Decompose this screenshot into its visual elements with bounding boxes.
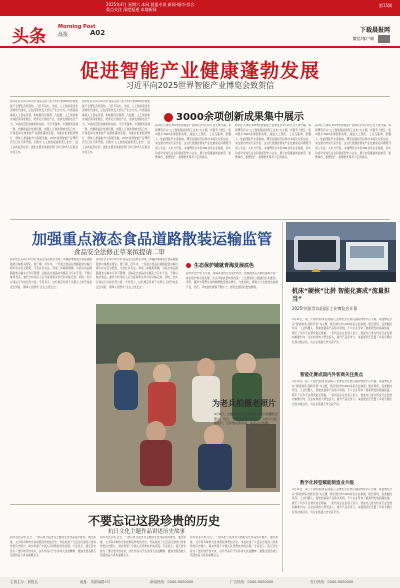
section2-subhead: 食品安全法修正草案拟提请二审 [74, 248, 165, 256]
section4-body-col3: 新华社北京电 近日，一批以抗日战争为主题的文化作品集中推出，通过影像、文字等多种形式讲述那段珍贵的历史。作品收录了大量亲历者的口述和珍贵历史照片，真实再现了中国人民英勇抗争的历程。专家表示，铭记历史是为了更好地开创未来，这些作品对于弘扬伟大抗战精神、激励全国各族人民团结奋斗具有重要意义。 [190, 536, 278, 558]
bullet-icon [186, 263, 191, 268]
machine-photo [286, 222, 396, 282]
divider [10, 219, 390, 220]
divider [10, 96, 390, 97]
photo-story-title: 为老兵拍摄老照片 [212, 399, 276, 408]
qr-code-icon[interactable] [378, 35, 390, 43]
bullet-icon [164, 113, 173, 122]
sidebar-top-title: 3000余项创新成果集中展示 [164, 108, 304, 123]
right-body-2: 4月12日，第二十届中国(青岛)国际工业博览会在青岛国际博览中心开幕。本届博览会以“智能制造·创新引领”为主题，吸引国内外1000余家企业参展。展会现场，各类数控机床、工业机器人、智能装备等产品集中亮相，不少企业带来了最新研发的高端装备，吸引了众多专业观众驻足观看。一家机床企业负责人表示，智能化已成为机床行业发展的重要方向，企业持续加大研发投入，提升产品竞争力。本届展会还设置了多场专题论坛和对接活动，为企业搭建合作交流平台。 [292, 380, 392, 406]
right-caption-title: 机床“硬核”比拼 智能化赛成“流量担当” [292, 288, 390, 303]
column-divider [282, 222, 283, 572]
masthead [0, 16, 400, 48]
right-caption-sub: 2025中国(青岛)国际工业博览会开幕 [292, 306, 358, 311]
top-strip-right: 第15期 [378, 3, 392, 8]
lead-body-col2: 新华社北京4月12日电 国家主席习近平12日向2025世界智能产业博览会致贺信。习近平指出，当前，人工智能等技术加速迭代演进，正在深刻改变人类生产生活方式。中国高度重视人工智能发展，积极推动互联网、大数据、人工智能和实体经济深度融合，培育壮大智能产业，加快发展新质生产力，为高质量发展提供新动能。习近平强调，中国愿同各国一道，把握智能化发展机遇，加强人工智能领域交流合作，共同促进全球智能产业健康蓬勃发展，为推动世界经济增长、增进人类福祉作出积极贡献。2025世界智能产业博览会当日在天津开幕，主题为“人工智能赋能新型工业化”，由工业和信息化部、国家发展改革委等部门和天津市人民政府共同主办。 [82, 100, 150, 154]
section2-body-col2: 新华社北京4月12日电 食品安全法修正草案二审稿拟增加液态食品道路散装运输相关规定。据了解，近年来，一些液态食品在道路散装运输过程中存在安全隐患，引发社会关注。草案二审稿拟明确，对液态食品道路散装运输实行许可管理；运输液态食品的车辆应当专车专用，不得运输非食品；委托方和承运人应当查验相关许可和运输记录。同时，加大对违法行为的处罚力度。专家表示，这些规定有助于从源头上防范食品安全风险，保障人民群众“舌尖上的安全”。 [96, 258, 178, 289]
top-strip-line2: 重点关注 深度报道 本地新闻 [106, 7, 157, 12]
divider [10, 504, 280, 505]
lead-body-col1: 新华社北京4月12日电 国家主席习近平12日向2025世界智能产业博览会致贺信。习近平指出，当前，人工智能等技术加速迭代演进，正在深刻改变人类生产生活方式。中国高度重视人工智能发展，积极推动互联网、大数据、人工智能和实体经济深度融合，培育壮大智能产业，加快发展新质生产力，为高质量发展提供新动能。习近平强调，中国愿同各国一道，把握智能化发展机遇，加强人工智能领域交流合作，共同促进全球智能产业健康蓬勃发展，为推动世界经济增长、增进人类福祉作出积极贡献。2025世界智能产业博览会当日在天津开幕，主题为“人工智能赋能新型工业化”，由工业和信息化部、国家发展改革委等部门和天津市人民政府共同主办。 [10, 100, 78, 154]
mid-section-body: 新华社西宁电 近年来，青海省坚持生态保护优先，统筹推进山水林田湖草沙冰一体化保护和系统治理，生态环境质量持续改善。三江源国家公园建设扎实推进，雪豹、藏羚羊等野生动物种群数量稳步增长。与此同时，青海大力发展清洁能源产业，光伏、风电装机规模不断扩大，绿色发展底色更加鲜明。 [186, 272, 278, 289]
section-title: 头条 [12, 27, 46, 47]
sidebar-top-col3: 新华社天津电 2025世界智能产业博览会4月12日在天津开幕。本届博览会以“人工智能赋能新型工业化”为主题，设置多个展区，集中展示3000余项创新成果，涵盖人工智能、工业互联网、机器人、智能网联汽车等领域。博览会期间还将举办多场论坛和活动，来自国内外的专家学者、企业代表围绕智能产业发展前沿问题展开深入交流。主办方介绍，本届博览会共有500余家企业参展，其中包括众多知名企业和创新型中小企业，展示内容覆盖智能制造、智慧城市、智慧医疗、智慧教育等多个应用场景。 [315, 124, 391, 160]
right-subheading-2: 数字化转型赋能制造业升级 [300, 481, 354, 486]
sidebar-top-col2: 新华社天津电 2025世界智能产业博览会4月12日在天津开幕。本届博览会以“人工智能赋能新型工业化”为主题，设置多个展区，集中展示3000余项创新成果，涵盖人工智能、工业互联网、机器人、智能网联汽车等领域。博览会期间还将举办多场论坛和活动，来自国内外的专家学者、企业代表围绕智能产业发展前沿问题展开深入交流。主办方介绍，本届博览会共有500余家企业参展，其中包括众多知名企业和创新型中小企业，展示内容覆盖智能制造、智慧城市、智慧医疗、智慧教育等多个应用场景。 [235, 124, 311, 160]
mid-section-title: 生态保护铺就青海发展底色 [186, 262, 254, 269]
footer [0, 577, 400, 588]
section2-headline: 加强重点液态食品道路散装运输监管 [32, 230, 273, 248]
footer-distribution-hotline: 发行热线：0000-0000000 [310, 580, 354, 584]
lead-subhead: 习近平向2025世界智能产业博览会致贺信 [125, 81, 275, 90]
lead-headline: 促进智能产业健康蓬勃发展 [79, 60, 320, 82]
section2-body-col1: 新华社北京4月12日电 食品安全法修正草案二审稿拟增加液态食品道路散装运输相关规定。据了解，近年来，一些液态食品在道路散装运输过程中存在安全隐患，引发社会关注。草案二审稿拟明确，对液态食品道路散装运输实行许可管理；运输液态食品的车辆应当专车专用，不得运输非食品；委托方和承运人应当查验相关许可和运输记录。同时，加大对违法行为的处罚力度。专家表示，这些规定有助于从源头上防范食品安全风险，保障人民群众“舌尖上的安全”。 [10, 258, 92, 289]
photo-story-caption: 4月8日，志愿者在江西省某社区为老兵拍摄纪念照片。当日，当地志愿者来到社区，为老兵们拍摄照片，记录他们的风采，向老兵们致敬。 [214, 412, 278, 425]
download-label[interactable]: 下载晨报网 [359, 27, 390, 34]
right-subheading-1: 智能化赛成国内外客商关注焦点 [300, 373, 363, 378]
download-sub: 微信/客户端 [352, 36, 374, 41]
right-body-1: 4月12日，第二十届中国(青岛)国际工业博览会在青岛国际博览中心开幕。本届博览会以“智能制造·创新引领”为主题，吸引国内外1000余家企业参展。展会现场，各类数控机床、工业机器人、智能装备等产品集中亮相，不少企业带来了最新研发的高端装备，吸引了众多专业观众驻足观看。一家机床企业负责人表示，智能化已成为机床行业发展的重要方向，企业持续加大研发投入，提升产品竞争力。本届展会还设置了多场专题论坛和对接活动，为企业搭建合作交流平台。 [292, 318, 392, 344]
footer-left: 主管主办：晨报社 [10, 580, 38, 584]
top-strip [0, 0, 400, 16]
section4-body-col2: 新华社北京电 近日，一批以抗日战争为主题的文化作品集中推出，通过影像、文字等多种形式讲述那段珍贵的历史。作品收录了大量亲历者的口述和珍贵历史照片，真实再现了中国人民英勇抗争的历程。专家表示，铭记历史是为了更好地开创未来，这些作品对于弘扬伟大抗战精神、激励全国各族人民团结奋斗具有重要意义。 [100, 536, 186, 558]
right-body-3: 4月12日，第二十届中国(青岛)国际工业博览会在青岛国际博览中心开幕。本届博览会以“智能制造·创新引领”为主题，吸引国内外1000余家企业参展。展会现场，各类数控机床、工业机器人、智能装备等产品集中亮相，不少企业带来了最新研发的高端装备，吸引了众多专业观众驻足观看。一家机床企业负责人表示，智能化已成为机床行业发展的重要方向，企业持续加大研发投入，提升产品竞争力。本届展会还设置了多场专题论坛和对接活动，为企业搭建合作交流平台。 [292, 488, 392, 514]
top-strip-line1: 2025年4月 星期六 本网 晨报专讯 新闻·城市·综合 [106, 2, 195, 7]
brand-name: 晨报 [58, 32, 69, 38]
section4-body-col1: 新华社北京电 近日，一批以抗日战争为主题的文化作品集中推出，通过影像、文字等多种形式讲述那段珍贵的历史。作品收录了大量亲历者的口述和珍贵历史照片，真实再现了中国人民英勇抗争的历程。专家表示，铭记历史是为了更好地开创未来，这些作品对于弘扬伟大抗战精神、激励全国各族人民团结奋斗具有重要意义。 [10, 536, 96, 558]
sidebar-top-col1: 新华社天津电 2025世界智能产业博览会4月12日在天津开幕。本届博览会以“人工智能赋能新型工业化”为主题，设置多个展区，集中展示3000余项创新成果，涵盖人工智能、工业互联网、机器人、智能网联汽车等领域。博览会期间还将举办多场论坛和活动，来自国内外的专家学者、企业代表围绕智能产业发展前沿问题展开深入交流。主办方介绍，本届博览会共有500余家企业参展，其中包括众多知名企业和创新型中小企业，展示内容覆盖智能制造、智慧城市、智慧医疗、智慧教育等多个应用场景。 [155, 124, 231, 160]
footer-address: 地址：市新闻路1号 [80, 580, 111, 584]
footer-ad-hotline: 广告热线：0000-0000000 [230, 580, 274, 584]
section4-subhead: 抗日文化主题作品讲述历史故事 [108, 529, 186, 535]
page-number: A02 [90, 29, 106, 37]
footer-news-hotline: 新闻热线：0000-0000000 [150, 580, 194, 584]
section4-headline: 不要忘记这段珍贵的历史 [88, 514, 221, 528]
brand-logo: Morning Post [58, 24, 96, 30]
